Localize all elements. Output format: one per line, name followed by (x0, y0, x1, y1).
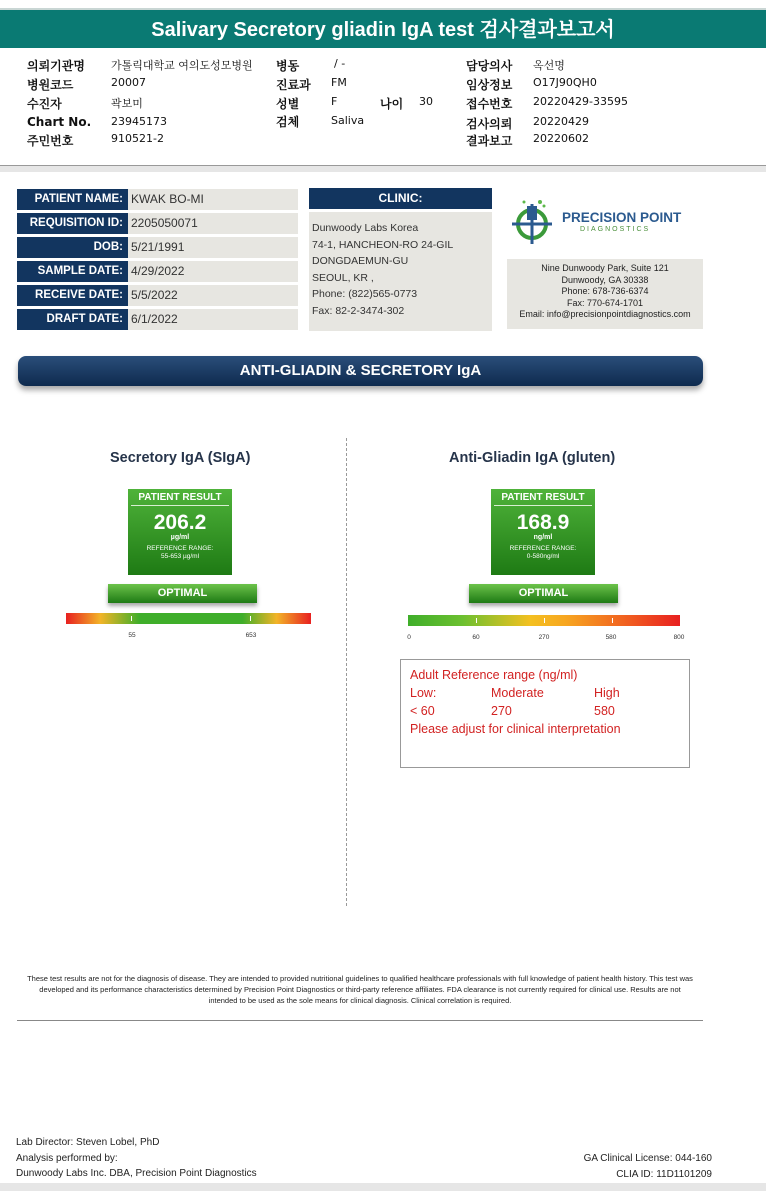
institution-label: 의뢰기관명 (27, 59, 85, 73)
request-value: 20220429 (533, 115, 589, 128)
specimen-label: 검체 (276, 115, 300, 129)
id-label: 주민번호 (27, 134, 74, 148)
scale-tick (612, 618, 613, 623)
chart-value: 23945173 (111, 115, 167, 128)
reference-title: Adult Reference range (ng/ml) (410, 668, 578, 682)
range-bar-gliadin (408, 615, 680, 626)
scale-label: 653 (245, 632, 257, 639)
crosshair-logo-icon (510, 196, 558, 248)
clinic-line: 74-1, HANCHEON-RO 24-GIL (312, 238, 454, 251)
lab-director: Lab Director: Steven Lobel, PhD (16, 1137, 160, 1148)
institution-value: 가톨릭대학교 여의도성모병원 (111, 59, 253, 72)
reference-low-label: Low: (410, 686, 437, 700)
report-title-bar (0, 8, 766, 48)
range-bar-siga (66, 613, 311, 624)
lab-address-line: Nine Dunwoody Park, Suite 121 (541, 263, 669, 273)
dept-value: FM (331, 76, 347, 89)
reference-moderate-label: Moderate (491, 686, 544, 700)
result-header: PATIENT RESULT (131, 489, 229, 506)
result-value: 168.9 (516, 511, 570, 534)
lab-phone: Phone: 678-736-6374 (561, 286, 649, 296)
scale-tick (250, 616, 251, 621)
clinic-line: DONGDAEMUN-GU (312, 255, 409, 267)
report-header-table (0, 48, 766, 166)
clinic-fax: Fax: 82-2-3474-302 (312, 304, 405, 317)
receive-date-row (17, 285, 298, 306)
sample-date-row (17, 261, 298, 282)
sex-value: F (331, 95, 338, 108)
scale-tick (476, 618, 477, 623)
panel-divider (346, 438, 347, 906)
ward-value: / - (334, 57, 346, 70)
bottom-border (0, 1183, 766, 1191)
lab-address-line: Dunwoody, GA 30338 (561, 274, 649, 285)
result-unit: ng/ml (533, 534, 553, 541)
company-name: Dunwoody Labs Inc. DBA, Precision Point Diagnostics (16, 1168, 257, 1179)
dept-label: 진료과 (276, 78, 311, 92)
specimen-value: Saliva (331, 114, 365, 127)
sex-label: 성별 (276, 97, 300, 111)
lab-email: Email: info@precisionpointdiagnostics.com (519, 309, 691, 319)
scale-label: 800 (673, 634, 685, 641)
dob-value: 5/21/1991 (128, 237, 298, 258)
clia-id: CLIA ID: 11D1101209 (616, 1168, 712, 1180)
reference-range-label: REFERENCE RANGE: (146, 545, 214, 552)
reference-high-label: High (594, 686, 620, 700)
status-badge-siga: OPTIMAL (108, 584, 257, 603)
scale-label: 270 (538, 634, 550, 641)
result-value: 206.2 (153, 511, 207, 534)
hospital-code-label: 병원코드 (27, 78, 74, 92)
status-badge-gliadin: OPTIMAL (469, 584, 618, 603)
clinic-phone: Phone: (822)565-0773 (312, 288, 418, 300)
lab-logo-subtitle: DIAGNOSTICS (580, 226, 651, 233)
result-box-siga (128, 489, 232, 575)
age-label: 나이 (380, 97, 404, 111)
draft-date-row (17, 309, 298, 330)
sample-date-label: SAMPLE DATE: (17, 261, 128, 282)
clinic-header: CLINIC: (309, 188, 492, 209)
reference-values (410, 702, 689, 720)
performed-by: Analysis performed by: (16, 1152, 118, 1164)
patient-name-value: KWAK BO-MI (128, 189, 298, 210)
clinical-label: 임상정보 (466, 78, 513, 92)
patient-name-row (17, 189, 298, 210)
scale-label: 580 (605, 634, 617, 641)
clinical-value: O17J90QH0 (533, 76, 597, 89)
clinical-license: GA Clinical License: 044-160 (583, 1153, 712, 1164)
patient-name-label: PATIENT NAME: (17, 189, 128, 210)
reception-label: 접수번호 (466, 97, 513, 111)
clinic-line: SEOUL, KR , (312, 271, 374, 284)
receive-date-value: 5/5/2022 (128, 285, 298, 306)
reference-low-value: < 60 (410, 704, 435, 718)
scale-label: 0 (407, 634, 411, 641)
chart-label: Chart No. (27, 115, 92, 129)
result-header: PATIENT RESULT (494, 489, 592, 506)
patient-value: 곽보미 (111, 97, 143, 110)
receive-date-label: RECEIVE DATE: (17, 285, 128, 306)
age-value: 30 (419, 95, 433, 108)
lab-logo-name: PRECISION POINT (562, 210, 682, 225)
clinic-line: Dunwoody Labs Korea (312, 222, 419, 234)
report-label: 결과보고 (466, 134, 513, 148)
requisition-value: 2205050071 (128, 213, 298, 234)
panel-title-siga: Secretory IgA (SIgA) (110, 450, 251, 466)
reference-moderate-value: 270 (491, 704, 512, 718)
request-label: 검사의뢰 (466, 117, 513, 131)
scale-tick (131, 616, 132, 621)
patient-label: 수진자 (27, 97, 62, 111)
reference-range-box (400, 659, 690, 768)
reference-range-value: 55-653 µg/ml (160, 553, 200, 560)
reception-value: 20220429-33595 (533, 95, 628, 108)
panel-title-gliadin: Anti-Gliadin IgA (gluten) (449, 450, 616, 466)
doctor-value: 옥선명 (533, 59, 565, 72)
draft-date-value: 6/1/2022 (128, 309, 298, 330)
scale-label: 55 (128, 632, 136, 639)
reference-range-label: REFERENCE RANGE: (509, 545, 577, 552)
ward-label: 병동 (276, 59, 300, 73)
disclaimer-text: These test results are not for the diagnosis of disease. They are intended to provided nutritional guidelines to qualified healthcare professionals with full knowledge of patient health history. This test was developed and its performance characteristics determined by Precision Point Diagnostics or third-party reference affiliates. FDA clearance is not currently required for clinical use. Results are not intended to be used as the sole means for clinical diagnosis. Clinical correlation is required. (27, 974, 693, 1005)
scale-label: 60 (472, 634, 480, 641)
clinic-address (309, 212, 492, 331)
draft-date-label: DRAFT DATE: (17, 309, 128, 330)
doctor-label: 담당의사 (466, 59, 513, 73)
sample-date-value: 4/29/2022 (128, 261, 298, 282)
disclaimer-rule (17, 1020, 703, 1021)
dob-label: DOB: (17, 237, 128, 258)
result-box-gliadin (491, 489, 595, 575)
section-banner: ANTI-GLIADIN & SECRETORY IgA (18, 356, 703, 386)
lab-address (507, 259, 703, 329)
reference-note: Please adjust for clinical interpretation (410, 722, 621, 736)
reference-range-value: 0-580ng/ml (526, 553, 560, 560)
hospital-code-value: 20007 (111, 76, 146, 89)
requisition-row (17, 213, 298, 234)
header-separator (0, 166, 766, 172)
result-unit: µg/ml (170, 534, 190, 541)
reference-high-value: 580 (594, 704, 615, 718)
lab-logo (510, 196, 705, 248)
report-title: Salivary Secretory gliadin IgA test 검사결과보고서 (151, 19, 615, 41)
reference-headers (410, 684, 689, 702)
dob-row (17, 237, 298, 258)
id-value: 910521-2 (111, 132, 164, 145)
footer-left (16, 1135, 257, 1182)
report-value: 20220602 (533, 132, 589, 145)
requisition-label: REQUISITION ID: (17, 213, 128, 234)
lab-fax: Fax: 770-674-1701 (566, 297, 644, 308)
scale-tick (544, 618, 545, 623)
footer-right (584, 1151, 712, 1182)
